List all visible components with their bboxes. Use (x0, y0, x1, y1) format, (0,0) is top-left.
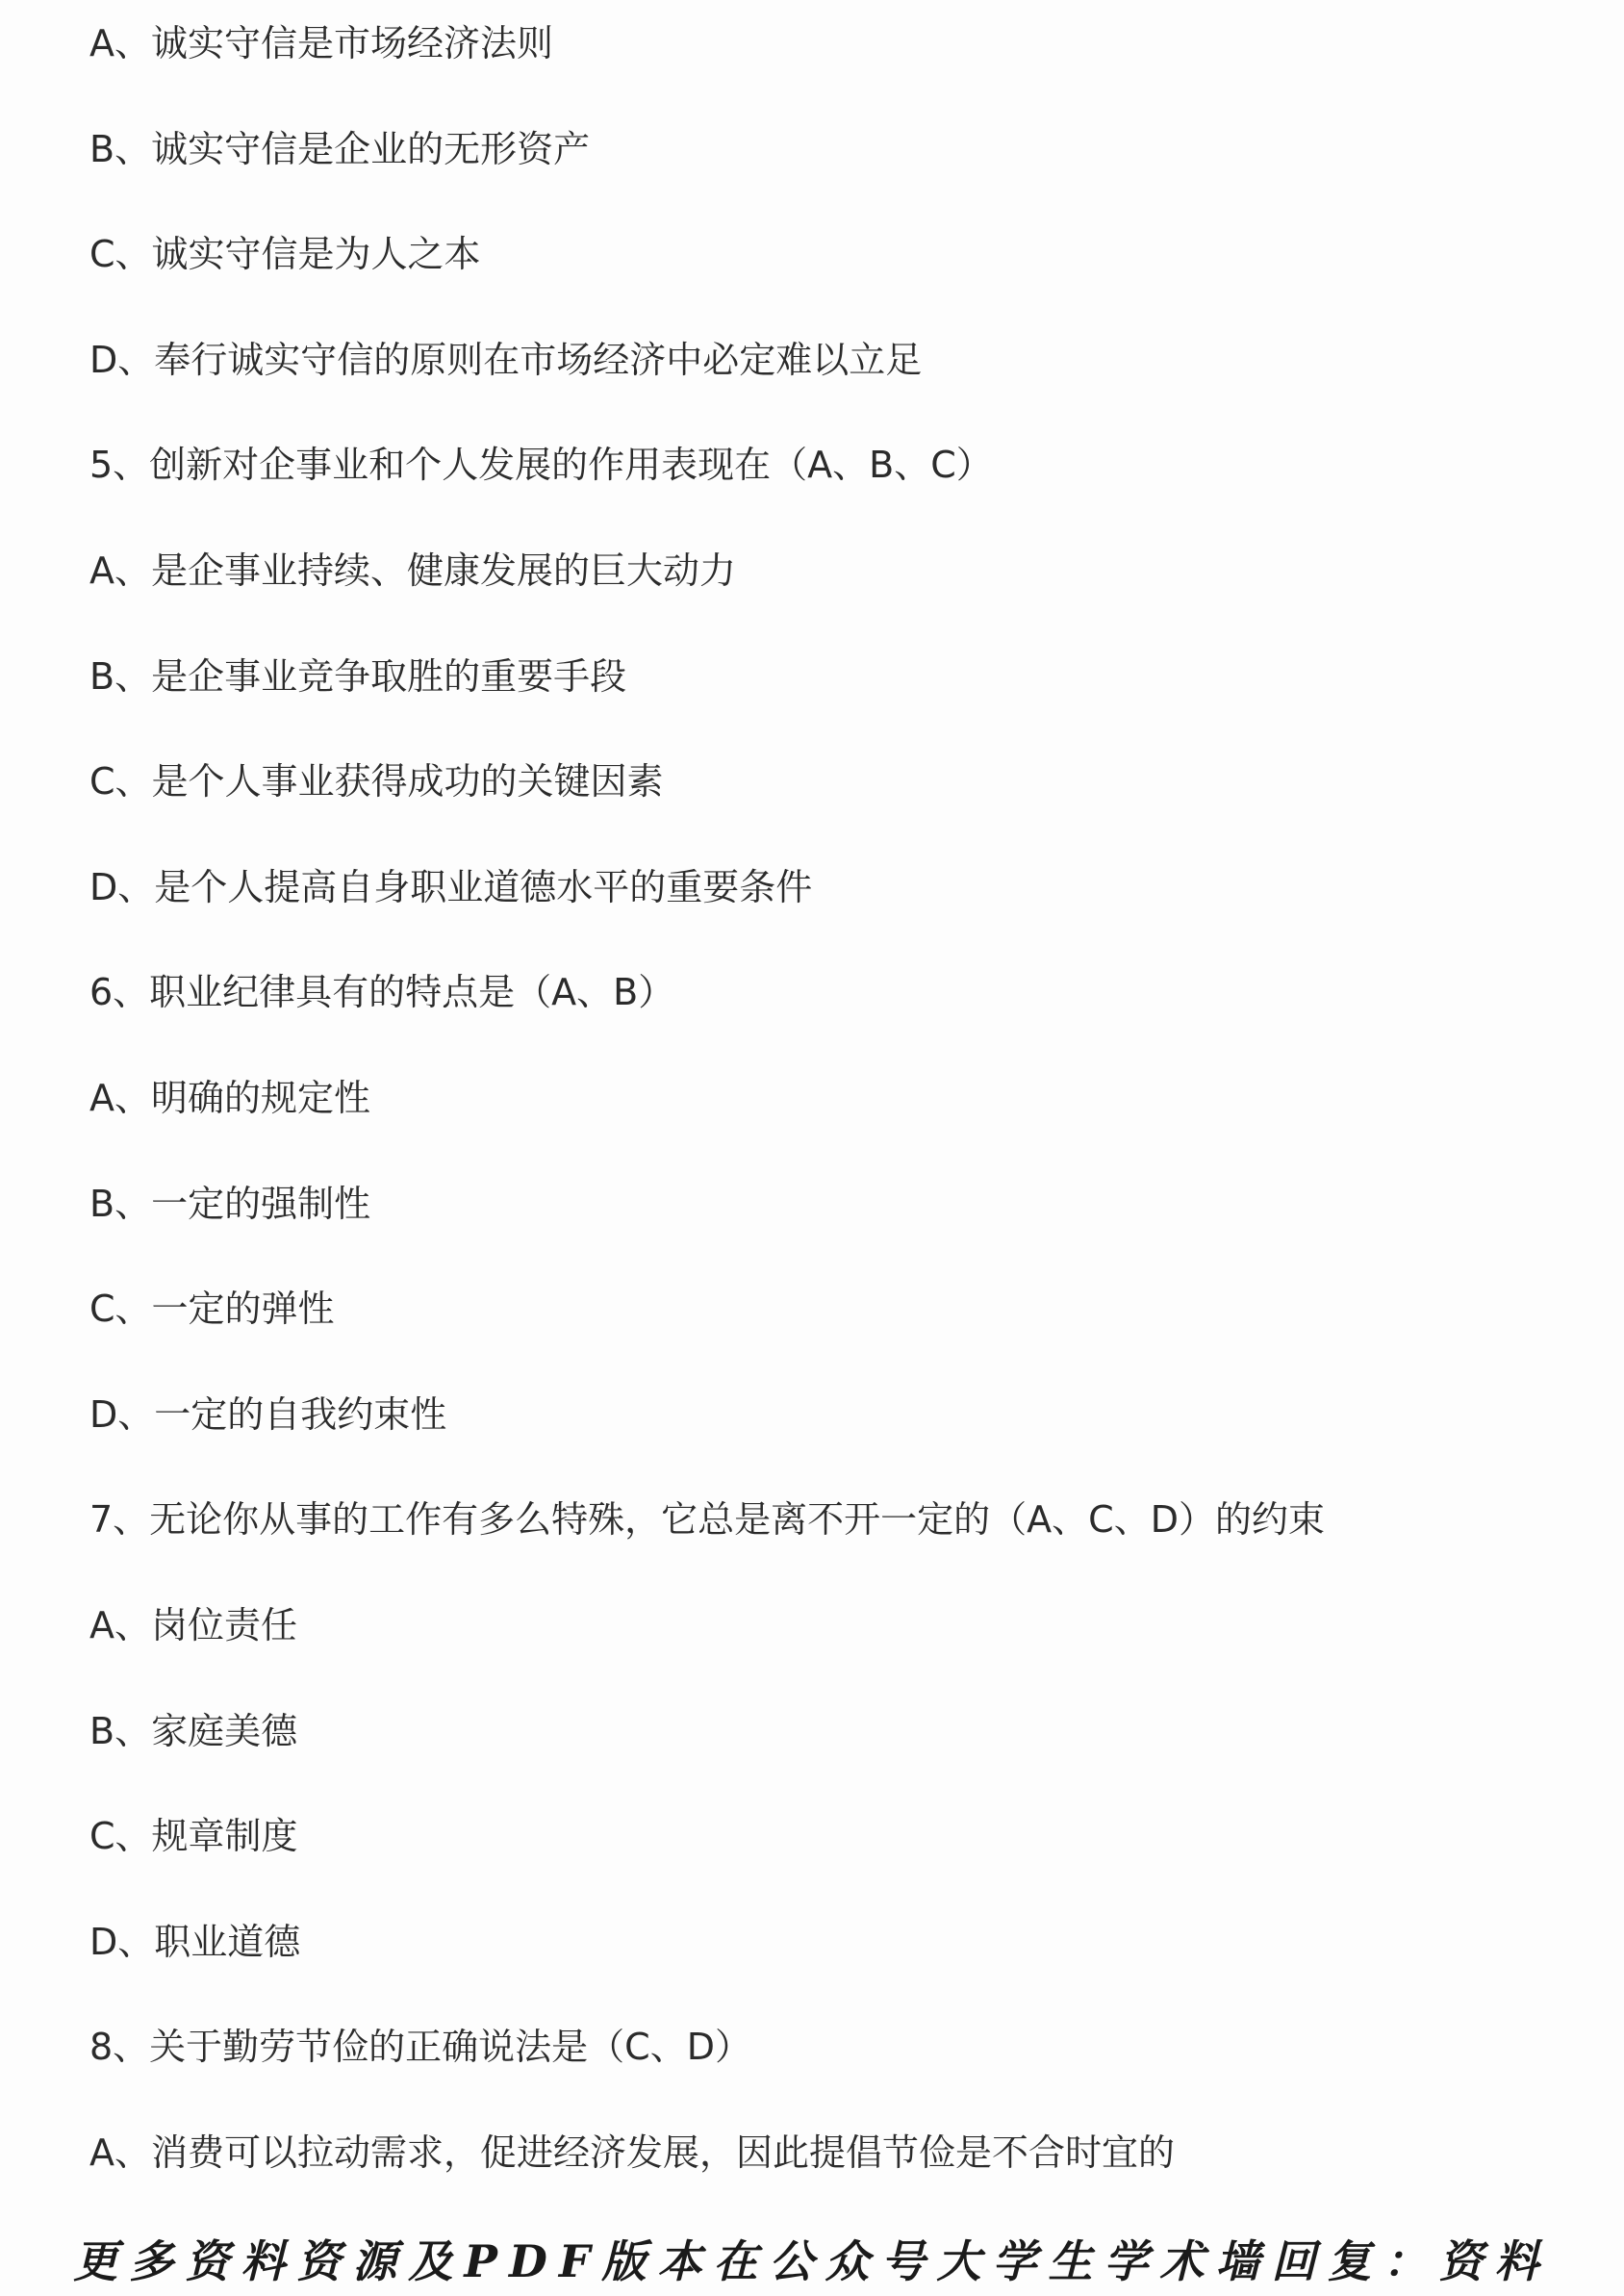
option-line: A、明确的规定性 (89, 1076, 370, 1119)
question-line: 5、创新对企事业和个人发展的作用表现在（A、B、C） (89, 444, 993, 487)
question-line: 7、无论你从事的工作有多么特殊，它总是离不开一定的（A、C、D）的约束 (89, 1498, 1325, 1542)
option-line: B、是企事业竞争取胜的重要手段 (89, 654, 627, 698)
option-line: B、一定的强制性 (89, 1182, 371, 1225)
option-line: C、诚实守信是为人之本 (89, 233, 481, 276)
option-line: A、是企事业持续、健康发展的巨大动力 (89, 548, 736, 592)
option-line: D、奉行诚实守信的原则在市场经济中必定难以立足 (89, 338, 923, 381)
option-line: D、是个人提高自身职业道德水平的重要条件 (89, 865, 813, 908)
question-line: 6、职业纪律具有的特点是（A、B） (89, 971, 675, 1014)
option-line: D、职业道德 (89, 1920, 301, 1963)
option-line: C、是个人事业获得成功的关键因素 (89, 760, 664, 804)
option-line: A、诚实守信是市场经济法则 (89, 22, 553, 64)
footer-banner (0, 2213, 1624, 2296)
option-line: C、一定的弹性 (89, 1288, 335, 1331)
option-line: B、诚实守信是企业的无形资产 (89, 127, 591, 170)
option-line: A、消费可以拉动需求，促进经济发展，因此提倡节俭是不合时宜的 (89, 2130, 1175, 2174)
question-line: 8、关于勤劳节俭的正确说法是（C、D） (89, 2026, 751, 2069)
question-list (89, 17, 1590, 2232)
option-line: D、一定的自我约束性 (89, 1392, 447, 1436)
option-line: A、岗位责任 (89, 1603, 297, 1646)
option-line: C、规章制度 (89, 1815, 298, 1858)
footer-text: 更多资料资源及PDF版本在公众号大学生学术墙回复：资料 (73, 2235, 1551, 2287)
option-line: B、家庭美德 (89, 1709, 298, 1752)
